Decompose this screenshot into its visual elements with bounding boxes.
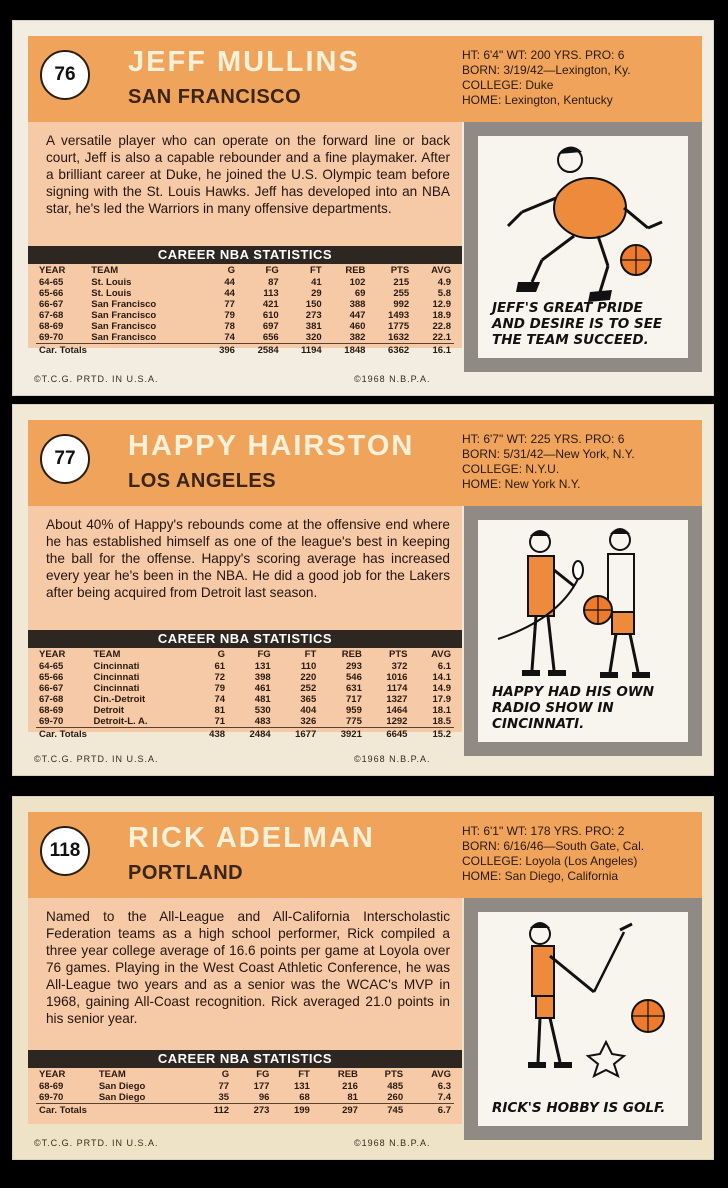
- trading-card-jeff-mullins: [12, 20, 714, 396]
- cell: 404: [300, 705, 317, 716]
- bio-line: HOME: Lexington, Kentucky: [462, 93, 613, 107]
- col-header: AVG: [431, 265, 451, 276]
- cell: San Diego: [98, 1081, 146, 1092]
- copyright-tcg: ©T.C.G. PRTD. IN U.S.A.: [34, 754, 159, 764]
- cell: 717: [346, 694, 362, 705]
- cell: 438: [191, 728, 228, 741]
- player-bio: [462, 432, 696, 492]
- cell: 6.7: [406, 1104, 454, 1117]
- cell: 365: [300, 694, 317, 705]
- cell: 110: [300, 661, 317, 672]
- cell: 293: [346, 661, 362, 672]
- bio-line: COLLEGE: Duke: [462, 78, 554, 92]
- col-header: FG: [265, 265, 279, 276]
- cell: 1464: [386, 705, 408, 716]
- cell: San Francisco: [91, 310, 157, 321]
- bio-line: BORN: 6/16/46—South Gate, Cal.: [462, 839, 645, 853]
- cell: 255: [393, 288, 410, 299]
- table-row: [36, 694, 454, 705]
- cell: 1174: [386, 683, 408, 694]
- col-header: G: [217, 649, 226, 660]
- team-name: PORTLAND: [128, 862, 244, 884]
- cell: 1327: [386, 694, 408, 705]
- player-bio: [462, 48, 696, 108]
- stats-header-row: [36, 264, 454, 277]
- cell: 35: [218, 1092, 230, 1103]
- cell: 29: [311, 288, 322, 299]
- cell: St. Louis: [91, 288, 132, 299]
- cell: 68-69: [39, 321, 64, 332]
- cell: 69-70: [39, 716, 64, 727]
- cartoon-caption: JEFF'S GREAT PRIDE AND DESIRE IS TO SEE THE TEAM SUCCEED.: [492, 300, 663, 348]
- cell: 18.9: [432, 310, 451, 321]
- cell: Detroit-L. A.: [93, 716, 148, 727]
- cell: 72: [214, 672, 226, 683]
- col-header: YEAR: [39, 1069, 66, 1080]
- col-header: PTS: [390, 265, 410, 276]
- cell: 6645: [365, 728, 411, 741]
- col-header: FG: [257, 649, 271, 660]
- cell: 215: [393, 277, 410, 288]
- cell: 131: [293, 1081, 310, 1092]
- copyright-nbpa: ©1968 N.B.P.A.: [354, 1138, 431, 1148]
- stats-header-row: [36, 1068, 454, 1081]
- cell: 102: [349, 277, 366, 288]
- stats-table: [36, 264, 454, 356]
- cell: 87: [268, 277, 279, 288]
- cell: 5.8: [437, 288, 451, 299]
- cell: 297: [313, 1104, 361, 1117]
- cell: 4.9: [437, 277, 451, 288]
- cell: 66-67: [39, 683, 64, 694]
- cell: 79: [214, 683, 226, 694]
- cell: 631: [346, 683, 362, 694]
- cell: 199: [272, 1104, 312, 1117]
- cell: 1493: [388, 310, 410, 321]
- cell: 220: [300, 672, 317, 683]
- cell: 68-69: [39, 705, 64, 716]
- table-row: [36, 277, 454, 288]
- cell: 69-70: [39, 332, 64, 343]
- cell: 113: [263, 288, 279, 299]
- table-row: [36, 310, 454, 321]
- cartoon-panel: [464, 506, 702, 756]
- cell: 273: [232, 1104, 272, 1117]
- table-row: [36, 299, 454, 310]
- table-row: [36, 672, 454, 683]
- player-name: HAPPY HAIRSTON: [128, 430, 415, 462]
- cell: 992: [393, 299, 410, 310]
- cartoon-caption: HAPPY HAD HIS OWN RADIO SHOW IN CINCINNATI.: [492, 684, 655, 732]
- cell: 2584: [238, 344, 282, 357]
- copyright-nbpa: ©1968 N.B.P.A.: [354, 754, 431, 764]
- cell: 74: [214, 694, 226, 705]
- cell: 530: [254, 705, 271, 716]
- cell: 1292: [386, 716, 408, 727]
- card-header: [28, 36, 702, 122]
- totals-row: [36, 1104, 454, 1117]
- cell: 421: [262, 299, 279, 310]
- col-header: FT: [304, 649, 317, 660]
- cell: 273: [305, 310, 322, 321]
- col-header: TEAM: [91, 265, 119, 276]
- cell: 6362: [368, 344, 412, 357]
- col-header: G: [221, 1069, 230, 1080]
- cell: 81: [347, 1092, 358, 1103]
- cell: San Francisco: [91, 332, 157, 343]
- cell: 460: [349, 321, 366, 332]
- player-description: Named to the All-League and All-California Interscholastic Federation teams as a high school performer, Rick compiled a three year college average of 16.6 points per game at Loyola over 76 games. Playing in the West Coast Athletic Conference, he was All-League two years and as a senior was the WCAC's MVP in 1968, gaining All-Coast recognition. Rick averaged 21.0 points in his senior year.: [46, 909, 450, 1026]
- cell: Cincinnati: [93, 672, 140, 683]
- card-body: [28, 122, 462, 356]
- table-row: [36, 716, 454, 728]
- cell: 2484: [228, 728, 274, 741]
- cartoon-frame: [478, 912, 688, 1126]
- copyright-nbpa: ©1968 N.B.P.A.: [354, 374, 431, 384]
- stats-header-row: [36, 648, 454, 661]
- stats-title: CAREER NBA STATISTICS: [28, 1050, 462, 1068]
- cell: 22.8: [432, 321, 451, 332]
- team-name: LOS ANGELES: [128, 470, 277, 492]
- cell: 69-70: [39, 1092, 64, 1103]
- card-number: 76: [40, 50, 90, 100]
- cell: 14.9: [432, 683, 451, 694]
- col-header: AVG: [431, 649, 451, 660]
- team-name: SAN FRANCISCO: [128, 86, 302, 108]
- cartoon-panel: [464, 122, 702, 372]
- cell: 7.4: [437, 1092, 451, 1103]
- cell: 17.9: [432, 694, 451, 705]
- cell: 78: [224, 321, 235, 332]
- table-row: [36, 661, 454, 672]
- col-header: YEAR: [39, 265, 66, 276]
- cell: 67-68: [39, 310, 64, 321]
- bio-line: HT: 6'4" WT: 200 YRS. PRO: 6: [462, 48, 625, 62]
- player-description: About 40% of Happy's rebounds come at the offensive end where he has established himself as one of the league's best in keeping the ball for the offense. Happy's scoring average has increased every year he's been in the NBA. He did a good job for the Lakers after being acquired from Detroit last season.: [46, 517, 450, 600]
- cell: 18.1: [432, 705, 451, 716]
- cell: 77: [224, 299, 235, 310]
- cell: 745: [361, 1104, 406, 1117]
- cell: 481: [254, 694, 271, 705]
- card-header: [28, 812, 702, 898]
- bio-line: HT: 6'1" WT: 178 YRS. PRO: 2: [462, 824, 625, 838]
- cell: 260: [387, 1092, 404, 1103]
- trading-card-happy-hairston: [12, 404, 714, 776]
- col-header: FG: [256, 1069, 270, 1080]
- cell: 41: [311, 277, 322, 288]
- cell: 44: [224, 288, 235, 299]
- cell: 1775: [388, 321, 410, 332]
- cell: 447: [349, 310, 366, 321]
- col-header: PTS: [388, 649, 408, 660]
- cell: 81: [214, 705, 226, 716]
- cell: 67-68: [39, 694, 64, 705]
- copyright-tcg: ©T.C.G. PRTD. IN U.S.A.: [34, 1138, 159, 1148]
- cell: 381: [305, 321, 322, 332]
- card-body: [28, 898, 462, 1124]
- table-row: [36, 288, 454, 299]
- bio-line: BORN: 3/19/42—Lexington, Ky.: [462, 63, 631, 77]
- player-name: JEFF MULLINS: [128, 46, 360, 78]
- cell: 77: [218, 1081, 230, 1092]
- col-header: REB: [341, 649, 362, 660]
- cell: 6.1: [437, 661, 451, 672]
- bio-line: HOME: San Diego, California: [462, 869, 619, 883]
- cell: Car. Totals: [36, 344, 203, 357]
- cell: 216: [342, 1081, 358, 1092]
- cell: 71: [214, 716, 226, 727]
- cell: 546: [346, 672, 362, 683]
- cell: 326: [300, 716, 317, 727]
- card-body: [28, 506, 462, 740]
- cell: 18.5: [432, 716, 451, 727]
- table-row: [36, 332, 454, 344]
- bio-line: COLLEGE: Loyola (Los Angeles): [462, 854, 638, 868]
- cell: St. Louis: [91, 277, 132, 288]
- cell: Cincinnati: [93, 661, 140, 672]
- bio-line: HOME: New York N.Y.: [462, 477, 581, 491]
- cell: Cincinnati: [93, 683, 140, 694]
- cell: 6.3: [437, 1081, 451, 1092]
- cell: 66-67: [39, 299, 64, 310]
- cell: San Francisco: [91, 299, 157, 310]
- table-row: [36, 321, 454, 332]
- cell: 112: [193, 1104, 232, 1117]
- cell: 74: [224, 332, 235, 343]
- col-header: TEAM: [98, 1069, 126, 1080]
- table-row: [36, 1081, 454, 1092]
- cartoon-caption: RICK'S HOBBY IS GOLF.: [492, 1100, 666, 1116]
- cell: 656: [262, 332, 279, 343]
- col-header: G: [227, 265, 235, 276]
- col-header: YEAR: [39, 649, 66, 660]
- cartoon-panel: [464, 898, 702, 1140]
- trading-card-rick-adelman: [12, 796, 714, 1160]
- bio-line: HT: 6'7" WT: 225 YRS. PRO: 6: [462, 432, 625, 446]
- cell: 68-69: [39, 1081, 64, 1092]
- table-row: [36, 1092, 454, 1104]
- cell: Cin.-Detroit: [93, 694, 146, 705]
- cell: 610: [262, 310, 279, 321]
- cell: 150: [305, 299, 322, 310]
- col-header: FT: [310, 265, 322, 276]
- card-header: [28, 420, 702, 506]
- cell: 959: [346, 705, 362, 716]
- col-header: AVG: [431, 1069, 451, 1080]
- cell: 14.1: [432, 672, 451, 683]
- stats-title: CAREER NBA STATISTICS: [28, 630, 462, 648]
- cell: 96: [258, 1092, 270, 1103]
- cell: 1632: [388, 332, 410, 343]
- cell: 64-65: [39, 277, 64, 288]
- stats-title: CAREER NBA STATISTICS: [28, 246, 462, 264]
- cell: 697: [262, 321, 279, 332]
- player-description: A versatile player who can operate on the forward line or back court, Jeff is also a capable rebounder and a fine playmaker. After a brilliant career at Duke, he joined the U.S. Olympic team before signing with the St. Louis Hawks. Jeff has developed into an NBA star, he's led the Warriors in many offensive departments.: [46, 133, 450, 216]
- cell: 79: [224, 310, 235, 321]
- totals-row: [36, 344, 454, 357]
- cell: 177: [253, 1081, 270, 1092]
- cell: 65-66: [39, 672, 64, 683]
- cell: Car. Totals: [36, 728, 191, 741]
- cartoon-frame: [478, 136, 688, 358]
- totals-row: [36, 728, 454, 741]
- col-header: FT: [298, 1069, 310, 1080]
- cell: 61: [214, 661, 226, 672]
- cell: San Diego: [98, 1092, 146, 1103]
- cell: 775: [346, 716, 362, 727]
- cell: 1677: [274, 728, 320, 741]
- cell: 64-65: [39, 661, 64, 672]
- cell: 68: [299, 1092, 310, 1103]
- player-bio: [462, 824, 696, 884]
- cell: 398: [254, 672, 271, 683]
- col-header: REB: [345, 265, 366, 276]
- cell: 461: [254, 683, 271, 694]
- cell: 1848: [325, 344, 369, 357]
- cell: Detroit: [93, 705, 125, 716]
- cartoon-frame: [478, 520, 688, 742]
- table-row: [36, 705, 454, 716]
- cell: 3921: [319, 728, 365, 741]
- cell: 69: [354, 288, 366, 299]
- copyright-tcg: ©T.C.G. PRTD. IN U.S.A.: [34, 374, 159, 384]
- cell: 372: [391, 661, 408, 672]
- cell: 382: [349, 332, 366, 343]
- bio-line: BORN: 5/31/42—New York, N.Y.: [462, 447, 635, 461]
- bio-line: COLLEGE: N.Y.U.: [462, 462, 560, 476]
- col-header: PTS: [384, 1069, 404, 1080]
- cell: 65-66: [39, 288, 64, 299]
- cell: 252: [300, 683, 317, 694]
- cell: Car. Totals: [36, 1104, 193, 1117]
- cell: 15.2: [410, 728, 454, 741]
- cell: 1194: [282, 344, 325, 357]
- cell: 16.1: [412, 344, 454, 357]
- player-name: RICK ADELMAN: [128, 822, 375, 854]
- col-header: REB: [337, 1069, 358, 1080]
- cell: 1016: [386, 672, 408, 683]
- cell: 22.1: [432, 332, 451, 343]
- cell: 44: [224, 277, 235, 288]
- stats-table: [36, 648, 454, 740]
- cell: 131: [254, 661, 271, 672]
- col-header: TEAM: [93, 649, 121, 660]
- cell: 388: [349, 299, 366, 310]
- card-number: 77: [40, 434, 90, 484]
- cell: San Francisco: [91, 321, 157, 332]
- card-number: 118: [40, 826, 90, 876]
- cell: 12.9: [432, 299, 451, 310]
- cell: 483: [254, 716, 271, 727]
- cell: 320: [305, 332, 322, 343]
- golfer-illustration: [478, 912, 688, 1126]
- cell: 396: [203, 344, 238, 357]
- stats-table: [36, 1068, 454, 1116]
- table-row: [36, 683, 454, 694]
- cell: 485: [387, 1081, 404, 1092]
